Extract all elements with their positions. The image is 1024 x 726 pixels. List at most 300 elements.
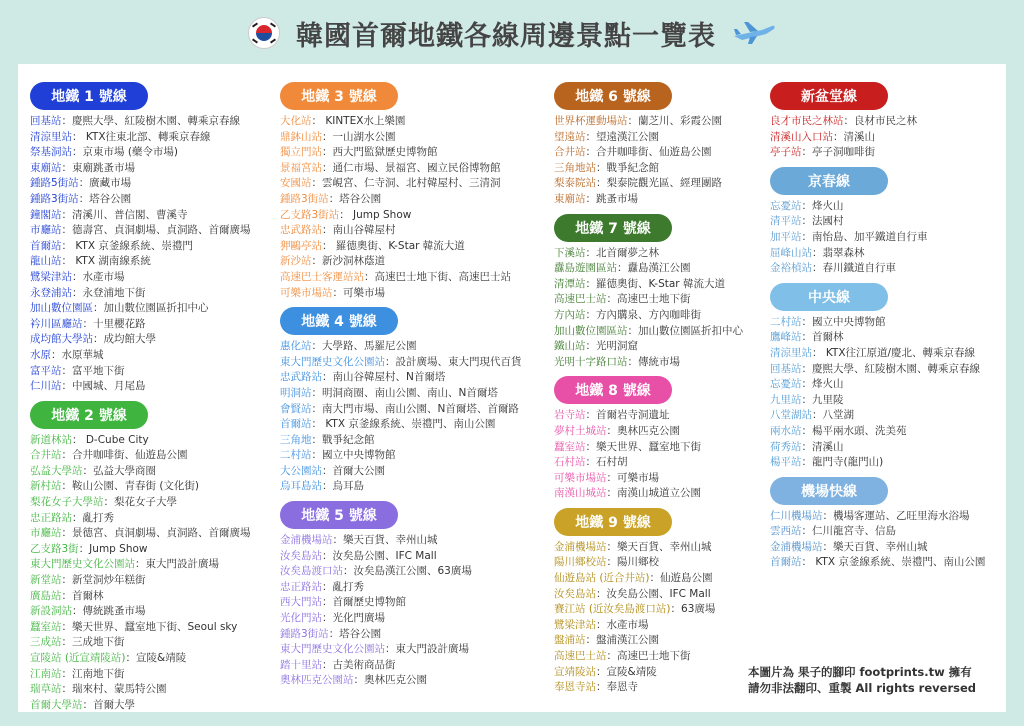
station-row xyxy=(770,346,985,362)
attractions: ：北首爾夢之林 xyxy=(585,246,659,259)
station-row xyxy=(280,192,522,208)
station-row xyxy=(770,246,985,262)
station-row xyxy=(280,208,522,224)
line-header: 地鐵 2 號線 xyxy=(30,401,148,429)
attractions: ：蘭芝川、彩霞公園 xyxy=(627,115,722,127)
station-name: 岩寺站 xyxy=(554,409,586,422)
station-row xyxy=(30,332,251,348)
attractions: ：汝矣島公園、IFC Mall xyxy=(322,549,437,562)
station-name: 江南站 xyxy=(30,667,62,680)
station-row xyxy=(30,542,251,558)
station-row xyxy=(770,114,985,130)
station-name: 鍾路5街站 xyxy=(30,177,79,190)
attractions: ：首爾林 xyxy=(61,589,104,602)
line-header: 地鐵 1 號線 xyxy=(30,82,148,110)
attractions: ：德壽宮、貞洞劇場、貞洞路、首爾廣場 xyxy=(61,224,251,237)
line-section xyxy=(554,82,743,208)
station-row xyxy=(554,292,743,308)
station-name: 亭子站 xyxy=(770,146,802,159)
attractions: ：南大門市場、南山公園、N首爾塔、首爾路 xyxy=(311,402,519,415)
attractions: ：明洞商圈、南山公園、南山、N首爾塔 xyxy=(311,386,498,399)
station-row xyxy=(280,355,522,371)
station-name: 鼎鉢山站 xyxy=(280,130,322,143)
station-row xyxy=(30,651,251,667)
attractions: ：石村胡 xyxy=(585,456,628,469)
station-name: 可樂市場站 xyxy=(280,286,333,299)
station-row xyxy=(554,355,743,371)
attractions: ：望遠漢江公園 xyxy=(585,130,659,143)
station-name: 奧林匹克公園站 xyxy=(280,674,354,687)
attractions: ：63廣場 xyxy=(670,603,716,616)
station-name: 金浦機場站 xyxy=(280,534,333,547)
station-row xyxy=(30,286,251,302)
station-name: 鷺梁津站 xyxy=(554,618,596,631)
line-header: 地鐵 4 號線 xyxy=(280,307,398,335)
station-name: 夢村土城站 xyxy=(554,424,607,437)
station-row xyxy=(554,324,743,340)
station-name: 宣陵站 (近宣靖陵站) xyxy=(30,652,126,664)
station-name: 鐘閣站 xyxy=(30,208,62,221)
line-section xyxy=(554,214,743,371)
station-row xyxy=(30,161,251,177)
station-row xyxy=(30,208,251,224)
station-name: 烏耳島站 xyxy=(280,480,322,493)
station-row xyxy=(770,261,985,277)
station-row xyxy=(280,627,522,643)
station-name: 新村站 xyxy=(30,480,62,493)
station-row xyxy=(280,564,522,580)
line-header: 新盆堂線 xyxy=(770,82,888,110)
attractions: ： KTX 京釜線系統、崇禮門 xyxy=(61,239,193,252)
station-row xyxy=(554,408,743,424)
station-name: 安國站 xyxy=(280,177,312,190)
airplane-icon xyxy=(732,20,776,46)
attractions: ：樂天世界、蠶室地下街、Seoul sky xyxy=(61,620,238,633)
attractions: ：通仁市場、景福宮、國立民俗博物館 xyxy=(322,161,501,174)
station-name: 加平站 xyxy=(770,230,802,243)
station-row xyxy=(554,633,743,649)
station-name: 加山數位園區 xyxy=(30,302,93,315)
attractions: ：廣藏市場 xyxy=(78,177,132,190)
station-name: 獨立門站 xyxy=(280,146,322,159)
station-name: 盤浦站 xyxy=(554,634,586,647)
station-name: 大化站 xyxy=(280,115,312,127)
line-section xyxy=(770,167,985,277)
station-name: 石村站 xyxy=(554,456,586,469)
station-row xyxy=(30,223,251,239)
attractions: ：機場客運站、乙旺里海水浴場 xyxy=(822,509,970,522)
attractions: ：纛島漢江公園 xyxy=(617,262,691,275)
attractions: ：新堂洞炒年糕街 xyxy=(61,574,146,587)
attractions: ： KTX往江原道/慶北、轉乘京春線 xyxy=(812,346,976,359)
station-name: 新堂站 xyxy=(30,574,62,587)
attractions: ：弘益大學商圈 xyxy=(82,464,156,477)
station-name: 良才市民之林站 xyxy=(770,115,844,127)
attractions: ：梨花女子大學 xyxy=(103,496,177,509)
station-name: 鷹峰站 xyxy=(770,331,802,344)
attractions: ：法國村 xyxy=(801,215,844,228)
station-name: 東大門歷史文化公園站 xyxy=(280,355,385,368)
station-name: 市廳站 xyxy=(30,224,62,237)
station-row xyxy=(770,408,985,424)
station-name: 忠正路站 xyxy=(30,511,72,524)
attractions: ：首爾歷史博物館 xyxy=(322,596,406,609)
station-name: 首爾大學站 xyxy=(30,698,83,711)
line-header: 地鐵 5 號線 xyxy=(280,501,398,529)
attractions: ：塔谷公園 xyxy=(328,192,382,205)
station-name: 方內站 xyxy=(554,308,586,321)
attractions: ：樂天世界、蠶室地下街 xyxy=(585,440,701,453)
attractions: ：烽火山 xyxy=(801,378,844,391)
attractions: ：塔谷公園 xyxy=(78,192,132,205)
attractions: ：烽火山 xyxy=(801,199,844,212)
line-header: 地鐵 9 號線 xyxy=(554,508,672,536)
station-name: 大公園站 xyxy=(280,464,322,477)
attractions: ：雲峴宮、仁寺洞、北村韓屋村、三清洞 xyxy=(311,177,501,190)
station-name: 宣靖陵站 xyxy=(554,665,596,678)
station-name: 弘益大學站 xyxy=(30,464,83,477)
attractions: ：一山湖水公園 xyxy=(322,130,396,143)
attractions: ：八堂湖 xyxy=(812,409,854,422)
station-name: 東廟站 xyxy=(554,192,586,205)
attractions: ：塔谷公園 xyxy=(328,627,382,640)
station-row xyxy=(30,239,251,255)
attractions: ：成均館大學 xyxy=(93,333,156,346)
station-row xyxy=(554,618,743,634)
station-row xyxy=(30,557,251,573)
attractions: ： KTX往東北部、轉乘京春線 xyxy=(72,130,211,143)
station-row xyxy=(30,511,251,527)
station-row xyxy=(554,486,743,502)
attractions: ：高速巴士地下街 xyxy=(606,650,691,663)
page-title: 韓國首爾地鐵各線周邊景點一覽表 xyxy=(296,20,716,52)
station-row xyxy=(30,479,251,495)
attractions: ：楊平兩水頭、洗美苑 xyxy=(801,424,907,437)
station-row xyxy=(30,464,251,480)
station-row xyxy=(554,587,743,603)
attractions: ：西大門監獄歷史博物館 xyxy=(322,146,438,159)
attractions: ：光明洞窟 xyxy=(585,340,638,353)
station-row xyxy=(770,362,985,378)
station-row xyxy=(770,130,985,146)
line-header: 地鐵 6 號線 xyxy=(554,82,672,110)
station-row xyxy=(30,698,251,714)
station-row xyxy=(554,471,743,487)
station-name: 忠武路站 xyxy=(280,224,322,237)
station-row xyxy=(30,433,251,449)
line-section xyxy=(30,401,251,714)
attractions: ： KTX 京釜線系統、崇禮門、南山公園 xyxy=(311,418,496,431)
station-name: 金浦機場站 xyxy=(770,540,823,553)
station-name: 回基站 xyxy=(30,115,62,127)
attractions: ：首爾岩寺洞遺址 xyxy=(585,409,670,422)
station-name: 衿川區廳站 xyxy=(30,317,83,330)
attractions: ： KTX 京釜線系統、崇禮門、南山公園 xyxy=(801,556,986,569)
station-row xyxy=(280,580,522,596)
station-name: 蠶室站 xyxy=(554,440,586,453)
station-row xyxy=(280,417,522,433)
station-row xyxy=(554,649,743,665)
attractions: ：景德宮、貞洞劇場、貞洞路、首爾廣場 xyxy=(61,527,251,540)
attractions: ：十里櫻花路 xyxy=(82,317,146,330)
station-row xyxy=(30,270,251,286)
attractions: ：傳統跳蚤市場 xyxy=(72,605,146,618)
station-name: 纛島遊園區站 xyxy=(554,262,617,275)
station-row xyxy=(554,602,743,618)
station-row xyxy=(770,440,985,456)
attractions: ：清溪山 xyxy=(801,440,844,453)
station-row xyxy=(30,317,251,333)
station-row xyxy=(280,611,522,627)
attractions: ：烏耳島 xyxy=(322,480,364,493)
station-row xyxy=(770,509,985,525)
station-name: 光化門站 xyxy=(280,612,322,625)
station-name: 清涼里站 xyxy=(30,130,72,143)
station-row xyxy=(280,479,522,495)
station-row xyxy=(30,130,251,146)
line-header: 中央線 xyxy=(770,283,888,311)
station-row xyxy=(30,635,251,651)
station-row xyxy=(30,448,251,464)
station-name: 回基站 xyxy=(770,362,802,375)
line-section xyxy=(770,82,985,161)
attractions: ：東廟跳蚤市場 xyxy=(61,161,135,174)
station-row xyxy=(554,571,743,587)
attractions: ：方內購泉、方內咖啡街 xyxy=(585,308,701,321)
station-name: 奉恩寺站 xyxy=(554,681,596,694)
attractions: ：陽川鄉校 xyxy=(606,556,659,569)
column-4 xyxy=(770,76,985,571)
station-name: 清溪山入口站 xyxy=(770,130,833,143)
station-name: 忘憂站 xyxy=(770,378,802,391)
station-row xyxy=(770,555,985,571)
attractions: ：東大門設計廣場 xyxy=(135,558,219,571)
station-name: 市廳站 xyxy=(30,527,62,540)
attractions: ：永登浦地下街 xyxy=(72,286,146,299)
attractions: ：水原華城 xyxy=(51,348,104,361)
attractions: ：古美術商品街 xyxy=(322,658,396,671)
station-row xyxy=(554,665,743,681)
station-row xyxy=(770,424,985,440)
station-name: 可樂市場站 xyxy=(554,471,607,484)
station-name: 鍾路3街站 xyxy=(30,192,79,205)
station-row xyxy=(554,555,743,571)
attractions: ：亂打秀 xyxy=(72,511,114,524)
station-name: 仁川站 xyxy=(30,380,62,393)
station-name: 三角地 xyxy=(280,433,312,446)
station-name: 三角地站 xyxy=(554,161,596,174)
station-row xyxy=(554,540,743,556)
station-name: 永登浦站 xyxy=(30,286,72,299)
station-name: 清潭站 xyxy=(554,277,586,290)
station-row xyxy=(280,286,522,302)
attractions: ：首爾大學 xyxy=(82,698,135,711)
attractions: ：合井咖啡街、仙遊島公園 xyxy=(585,146,712,159)
line-section xyxy=(280,307,522,495)
station-row xyxy=(30,254,251,270)
station-row xyxy=(30,573,251,589)
line-section xyxy=(280,82,522,301)
attractions: ：汝矣島公園、IFC Mall xyxy=(596,587,711,600)
attractions: ：大學路、馬羅尼公園 xyxy=(311,340,417,353)
attractions: ：高速巴士地下街、高速巴士站 xyxy=(364,270,511,283)
station-row xyxy=(554,176,743,192)
station-name: 首爾站 xyxy=(30,239,62,252)
line-header: 地鐵 7 號線 xyxy=(554,214,672,242)
station-row xyxy=(280,370,522,386)
korea-flag-icon xyxy=(248,17,280,49)
line-section xyxy=(554,508,743,696)
attractions: ：南怡島、加平鐵道自行車 xyxy=(801,230,928,243)
attractions: ：戰爭紀念館 xyxy=(311,433,375,446)
station-row xyxy=(770,315,985,331)
station-row xyxy=(770,199,985,215)
station-name: 合井站 xyxy=(554,146,586,159)
attractions: ：樂天百貨、幸州山城 xyxy=(332,534,438,547)
attractions: ：加山數位園區折扣中心 xyxy=(627,324,743,337)
station-row xyxy=(554,161,743,177)
attractions: ：江南地下街 xyxy=(61,667,125,680)
station-row xyxy=(770,214,985,230)
station-row xyxy=(554,192,743,208)
station-name: 賽江站 (近汝矣島渡口站) xyxy=(554,603,671,616)
line-section xyxy=(30,82,251,395)
station-name: 清涼里站 xyxy=(770,346,812,359)
attractions: ：亂打秀 xyxy=(322,580,364,593)
attractions: ：戰爭紀念館 xyxy=(596,161,659,174)
attractions: ：加山數位園區折扣中心 xyxy=(93,302,209,315)
station-name: 仁川機場站 xyxy=(770,509,823,522)
station-row xyxy=(280,595,522,611)
station-name: 荷秀站 xyxy=(770,440,802,453)
station-name: 高速巴士客運站站 xyxy=(280,270,364,283)
station-row xyxy=(30,176,251,192)
station-name: 梨泰院站 xyxy=(554,177,596,190)
station-name: 汝矣島站 xyxy=(280,549,322,562)
station-row xyxy=(554,308,743,324)
station-name: 成均館大學站 xyxy=(30,333,93,346)
station-row xyxy=(280,433,522,449)
station-row xyxy=(30,379,251,395)
attractions: ：首爾大公園 xyxy=(322,464,385,477)
station-row xyxy=(280,130,522,146)
attractions: ：九里陵 xyxy=(801,393,844,406)
station-name: 加山數位園區站 xyxy=(554,324,628,337)
station-name: 東大門歷史文化公園站 xyxy=(280,643,385,656)
column-3 xyxy=(554,76,743,696)
station-name: 望遠站 xyxy=(554,130,586,143)
station-name: 合井站 xyxy=(30,449,62,462)
station-name: 祭基洞站 xyxy=(30,146,72,159)
station-row xyxy=(554,277,743,293)
station-row xyxy=(30,364,251,380)
station-name: 鐵山站 xyxy=(554,340,586,353)
station-row xyxy=(554,114,743,130)
attractions: ： KTX 湖南線系統 xyxy=(61,255,151,268)
station-name: 乙支路3街 xyxy=(30,542,79,555)
attractions: ：Jump Show xyxy=(78,542,148,555)
attractions: ：東大門設計廣場 xyxy=(385,643,469,656)
line-header: 京春線 xyxy=(770,167,888,195)
attractions: ：富平地下街 xyxy=(61,364,125,377)
station-row xyxy=(554,680,743,696)
station-row xyxy=(280,339,522,355)
station-name: 九里站 xyxy=(770,393,802,406)
station-name: 高速巴士站 xyxy=(554,293,607,306)
station-name: 瑞草站 xyxy=(30,683,62,696)
attractions: ：設計廣場、東大門現代百貨 xyxy=(385,355,522,368)
station-row xyxy=(280,642,522,658)
attractions: ：水產市場 xyxy=(596,618,649,631)
station-row xyxy=(30,682,251,698)
station-name: 清平站 xyxy=(770,215,802,228)
station-name: 狎鷗亭站 xyxy=(280,239,322,252)
station-row xyxy=(770,377,985,393)
attractions: ：仁川龍宮寺、信島 xyxy=(801,525,896,538)
station-name: 汝矣島站 xyxy=(554,587,596,600)
line-section xyxy=(770,283,985,471)
attractions: ：翡翠森林 xyxy=(812,246,865,259)
line-header: 地鐵 3 號線 xyxy=(280,82,398,110)
station-name: 惠化站 xyxy=(280,340,312,353)
line-section xyxy=(770,477,985,571)
attractions: ：南山谷韓屋村 xyxy=(322,224,396,237)
station-row xyxy=(280,448,522,464)
station-name: 龍山站 xyxy=(30,255,62,268)
station-row xyxy=(770,145,985,161)
station-name: 忘憂站 xyxy=(770,199,802,212)
station-row xyxy=(554,424,743,440)
attractions: ：首爾林 xyxy=(801,331,844,344)
station-row xyxy=(280,239,522,255)
station-name: 陽川鄉校站 xyxy=(554,556,607,569)
attractions: ：清溪山 xyxy=(833,130,875,143)
station-name: 踏十里站 xyxy=(280,658,322,671)
column-1 xyxy=(30,76,251,713)
attractions: ：京東市場 (藥令市場) xyxy=(72,146,179,159)
station-row xyxy=(770,230,985,246)
attractions: ：奉恩寺 xyxy=(596,681,638,694)
station-name: 金裕楨站 xyxy=(770,262,812,275)
attractions: ：宣陵&靖陵 xyxy=(596,665,657,678)
station-name: 下溪站 xyxy=(554,246,586,259)
station-row xyxy=(280,673,522,689)
station-name: 汝矣島渡口站 xyxy=(280,565,343,578)
station-name: 廣島站 xyxy=(30,589,62,602)
attractions: ：慶熙大學、紅陵樹木園、轉乘京春線 xyxy=(801,362,980,375)
attractions: ：可樂市場 xyxy=(606,471,659,484)
station-row xyxy=(280,402,522,418)
attractions: ：水產市場 xyxy=(72,270,125,283)
station-row xyxy=(770,330,985,346)
attractions: ：慶熙大學、紅陵樹木園、轉乘京春線 xyxy=(61,115,240,127)
station-row xyxy=(280,145,522,161)
station-name: 首爾站 xyxy=(770,556,802,569)
station-name: 三成站 xyxy=(30,636,62,649)
column-2 xyxy=(280,76,522,689)
station-name: 水原 xyxy=(30,348,51,361)
station-row xyxy=(280,549,522,565)
attractions: ：合井咖啡街、仙遊島公園 xyxy=(61,449,188,462)
station-name: 蠶室站 xyxy=(30,620,62,633)
line-header: 地鐵 8 號線 xyxy=(554,376,672,404)
title-bar xyxy=(0,0,1024,66)
station-name: 東大門歷史文化公園站 xyxy=(30,558,135,571)
attractions: ：清溪川、普信閣、曹溪寺 xyxy=(61,208,188,221)
attractions: ： D-Cube City xyxy=(72,433,149,446)
attractions: ：亭子洞咖啡街 xyxy=(801,146,875,159)
attractions: ：宣陵&靖陵 xyxy=(125,652,187,664)
